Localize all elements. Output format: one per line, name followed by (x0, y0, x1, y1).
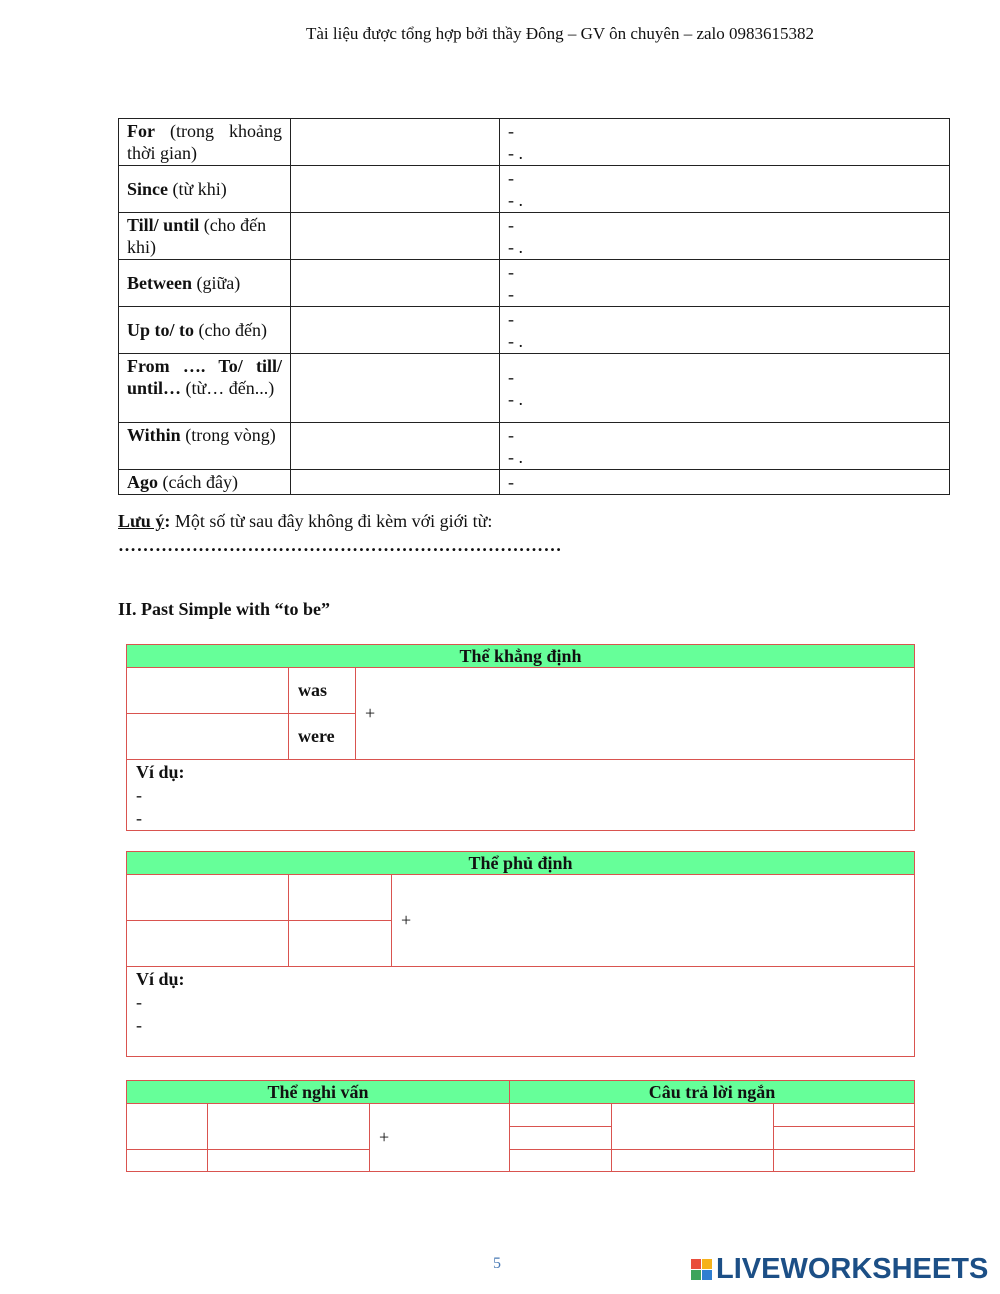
example-line: - (508, 121, 514, 141)
affirmative-subject-1-blank[interactable] (127, 668, 289, 714)
affirmative-heading: Thể khẳng định (127, 645, 915, 668)
affirmative-example-label: Ví dụ: (136, 762, 185, 782)
preposition-name (119, 354, 291, 423)
example-line: - . (508, 190, 523, 210)
example-line: - (508, 215, 514, 235)
preposition-meaning: (từ… đến...) (181, 378, 275, 398)
example-line: - (508, 262, 514, 282)
page-header-note: Tài liệu được tổng hợp bởi thầy Đông – GV ôn chuyên – zalo 0983615382 (306, 24, 815, 43)
short-answer-right-2-blank[interactable] (774, 1127, 915, 1150)
preposition-usage-blank[interactable] (291, 213, 500, 260)
affirmative-example-line: - (136, 808, 142, 828)
example-line: - . (508, 143, 523, 163)
preposition-examples[interactable] (500, 166, 950, 213)
negative-example[interactable] (127, 967, 915, 1057)
example-line: - (508, 472, 514, 492)
short-answer-right-1-blank[interactable] (774, 1104, 915, 1127)
affirmative-subject-2-blank[interactable] (127, 714, 289, 760)
preposition-usage-blank[interactable] (291, 354, 500, 423)
question-table (126, 1080, 915, 1172)
affirmative-were: were (289, 714, 356, 760)
question-subject-2-blank[interactable] (208, 1150, 370, 1172)
preposition-row (119, 166, 950, 213)
preposition-row (119, 307, 950, 354)
preposition-word: Between (127, 273, 192, 293)
preposition-examples[interactable] (500, 423, 950, 470)
short-answer-no-1-blank[interactable] (510, 1150, 612, 1172)
note-answer-blank[interactable]: ……………………………………………………………… (118, 535, 562, 555)
preposition-word: Till/ until (127, 215, 200, 235)
preposition-word: From …. To/ till/ until… (127, 356, 282, 398)
preposition-meaning: (trong khoảng thời gian) (127, 121, 282, 163)
preposition-word: For (127, 121, 155, 141)
preposition-row (119, 470, 950, 495)
preposition-examples[interactable] (500, 354, 950, 423)
preposition-name (119, 213, 291, 260)
negative-table (126, 851, 915, 1057)
negative-verb-1-blank[interactable] (289, 875, 392, 921)
affirmative-plus[interactable]: + (356, 668, 915, 760)
note-text: Một số từ sau đây không đi kèm với giới từ: (170, 511, 493, 531)
negative-example-line: - (136, 992, 142, 1012)
preposition-word: Up to/ to (127, 320, 194, 340)
question-plus[interactable]: + (370, 1104, 510, 1172)
section-title: II. Past Simple with “to be” (118, 599, 331, 619)
affirmative-table (126, 644, 915, 831)
negative-verb-2-blank[interactable] (289, 921, 392, 967)
short-answer-yes-1-blank[interactable] (510, 1104, 612, 1127)
negative-subject-2-blank[interactable] (127, 921, 289, 967)
preposition-name (119, 260, 291, 307)
example-line: - . (508, 331, 523, 351)
preposition-name (119, 470, 291, 495)
note-label: Lưu ý (118, 511, 165, 531)
preposition-usage-blank[interactable] (291, 307, 500, 354)
preposition-usage-blank[interactable] (291, 166, 500, 213)
preposition-usage-blank[interactable] (291, 260, 500, 307)
short-answer-no-3-blank[interactable] (774, 1150, 915, 1172)
logo-cubes-icon (691, 1259, 712, 1280)
preposition-meaning: (cho đến khi) (127, 215, 267, 257)
preposition-word: Ago (127, 472, 158, 492)
preposition-meaning: (cho đến) (194, 320, 267, 340)
negative-plus[interactable]: + (392, 875, 915, 967)
question-heading: Thể nghi vấn (127, 1081, 510, 1104)
preposition-meaning: (từ khi) (168, 179, 227, 199)
logo-wordmark: LIVEWORKSHEETS (716, 1253, 989, 1285)
preposition-meaning: (cách đây) (158, 472, 238, 492)
preposition-name (119, 307, 291, 354)
question-subject-blank[interactable] (208, 1104, 370, 1150)
preposition-examples[interactable] (500, 470, 950, 495)
preposition-examples[interactable] (500, 307, 950, 354)
preposition-usage-blank[interactable] (291, 470, 500, 495)
short-answer-middle-blank[interactable] (612, 1104, 774, 1150)
example-line: - (508, 367, 514, 387)
preposition-name (119, 423, 291, 470)
negative-subject-1-blank[interactable] (127, 875, 289, 921)
preposition-word: Since (127, 179, 169, 199)
preposition-examples[interactable] (500, 213, 950, 260)
affirmative-was: was (289, 668, 356, 714)
short-answer-yes-2-blank[interactable] (510, 1127, 612, 1150)
example-line: - . (508, 447, 523, 467)
preposition-examples[interactable] (500, 260, 950, 307)
preposition-row (119, 354, 950, 423)
short-answer-heading: Câu trả lời ngắn (510, 1081, 915, 1104)
preposition-meaning: (trong vòng) (180, 425, 276, 445)
negative-example-label: Ví dụ: (136, 969, 185, 989)
short-answer-no-2-blank[interactable] (612, 1150, 774, 1172)
liveworksheets-logo (691, 1254, 988, 1284)
preposition-row (119, 260, 950, 307)
example-line: - . (508, 389, 523, 409)
prepositions-table (118, 118, 950, 495)
preposition-usage-blank[interactable] (291, 423, 500, 470)
preposition-meaning: (giữa) (191, 273, 241, 293)
example-line: - . (508, 237, 523, 257)
example-line: - (508, 168, 514, 188)
affirmative-example[interactable] (127, 760, 915, 831)
question-aux-2-blank[interactable] (127, 1150, 208, 1172)
negative-example-line: - (136, 1015, 142, 1035)
preposition-row (119, 119, 950, 166)
example-line: - (508, 425, 514, 445)
preposition-row (119, 423, 950, 470)
preposition-usage-blank[interactable] (291, 119, 500, 166)
preposition-row (119, 213, 950, 260)
preposition-name (119, 119, 291, 166)
affirmative-example-line: - (136, 785, 142, 805)
preposition-name (119, 166, 291, 213)
page-number: 5 (493, 1255, 501, 1272)
question-aux-blank[interactable] (127, 1104, 208, 1150)
note-colon: : (164, 511, 171, 531)
preposition-examples[interactable] (500, 119, 950, 166)
example-line: - (508, 309, 514, 329)
example-line: - (508, 284, 514, 304)
preposition-word: Within (127, 425, 181, 445)
negative-heading: Thể phủ định (127, 852, 915, 875)
note-paragraph (118, 509, 562, 557)
